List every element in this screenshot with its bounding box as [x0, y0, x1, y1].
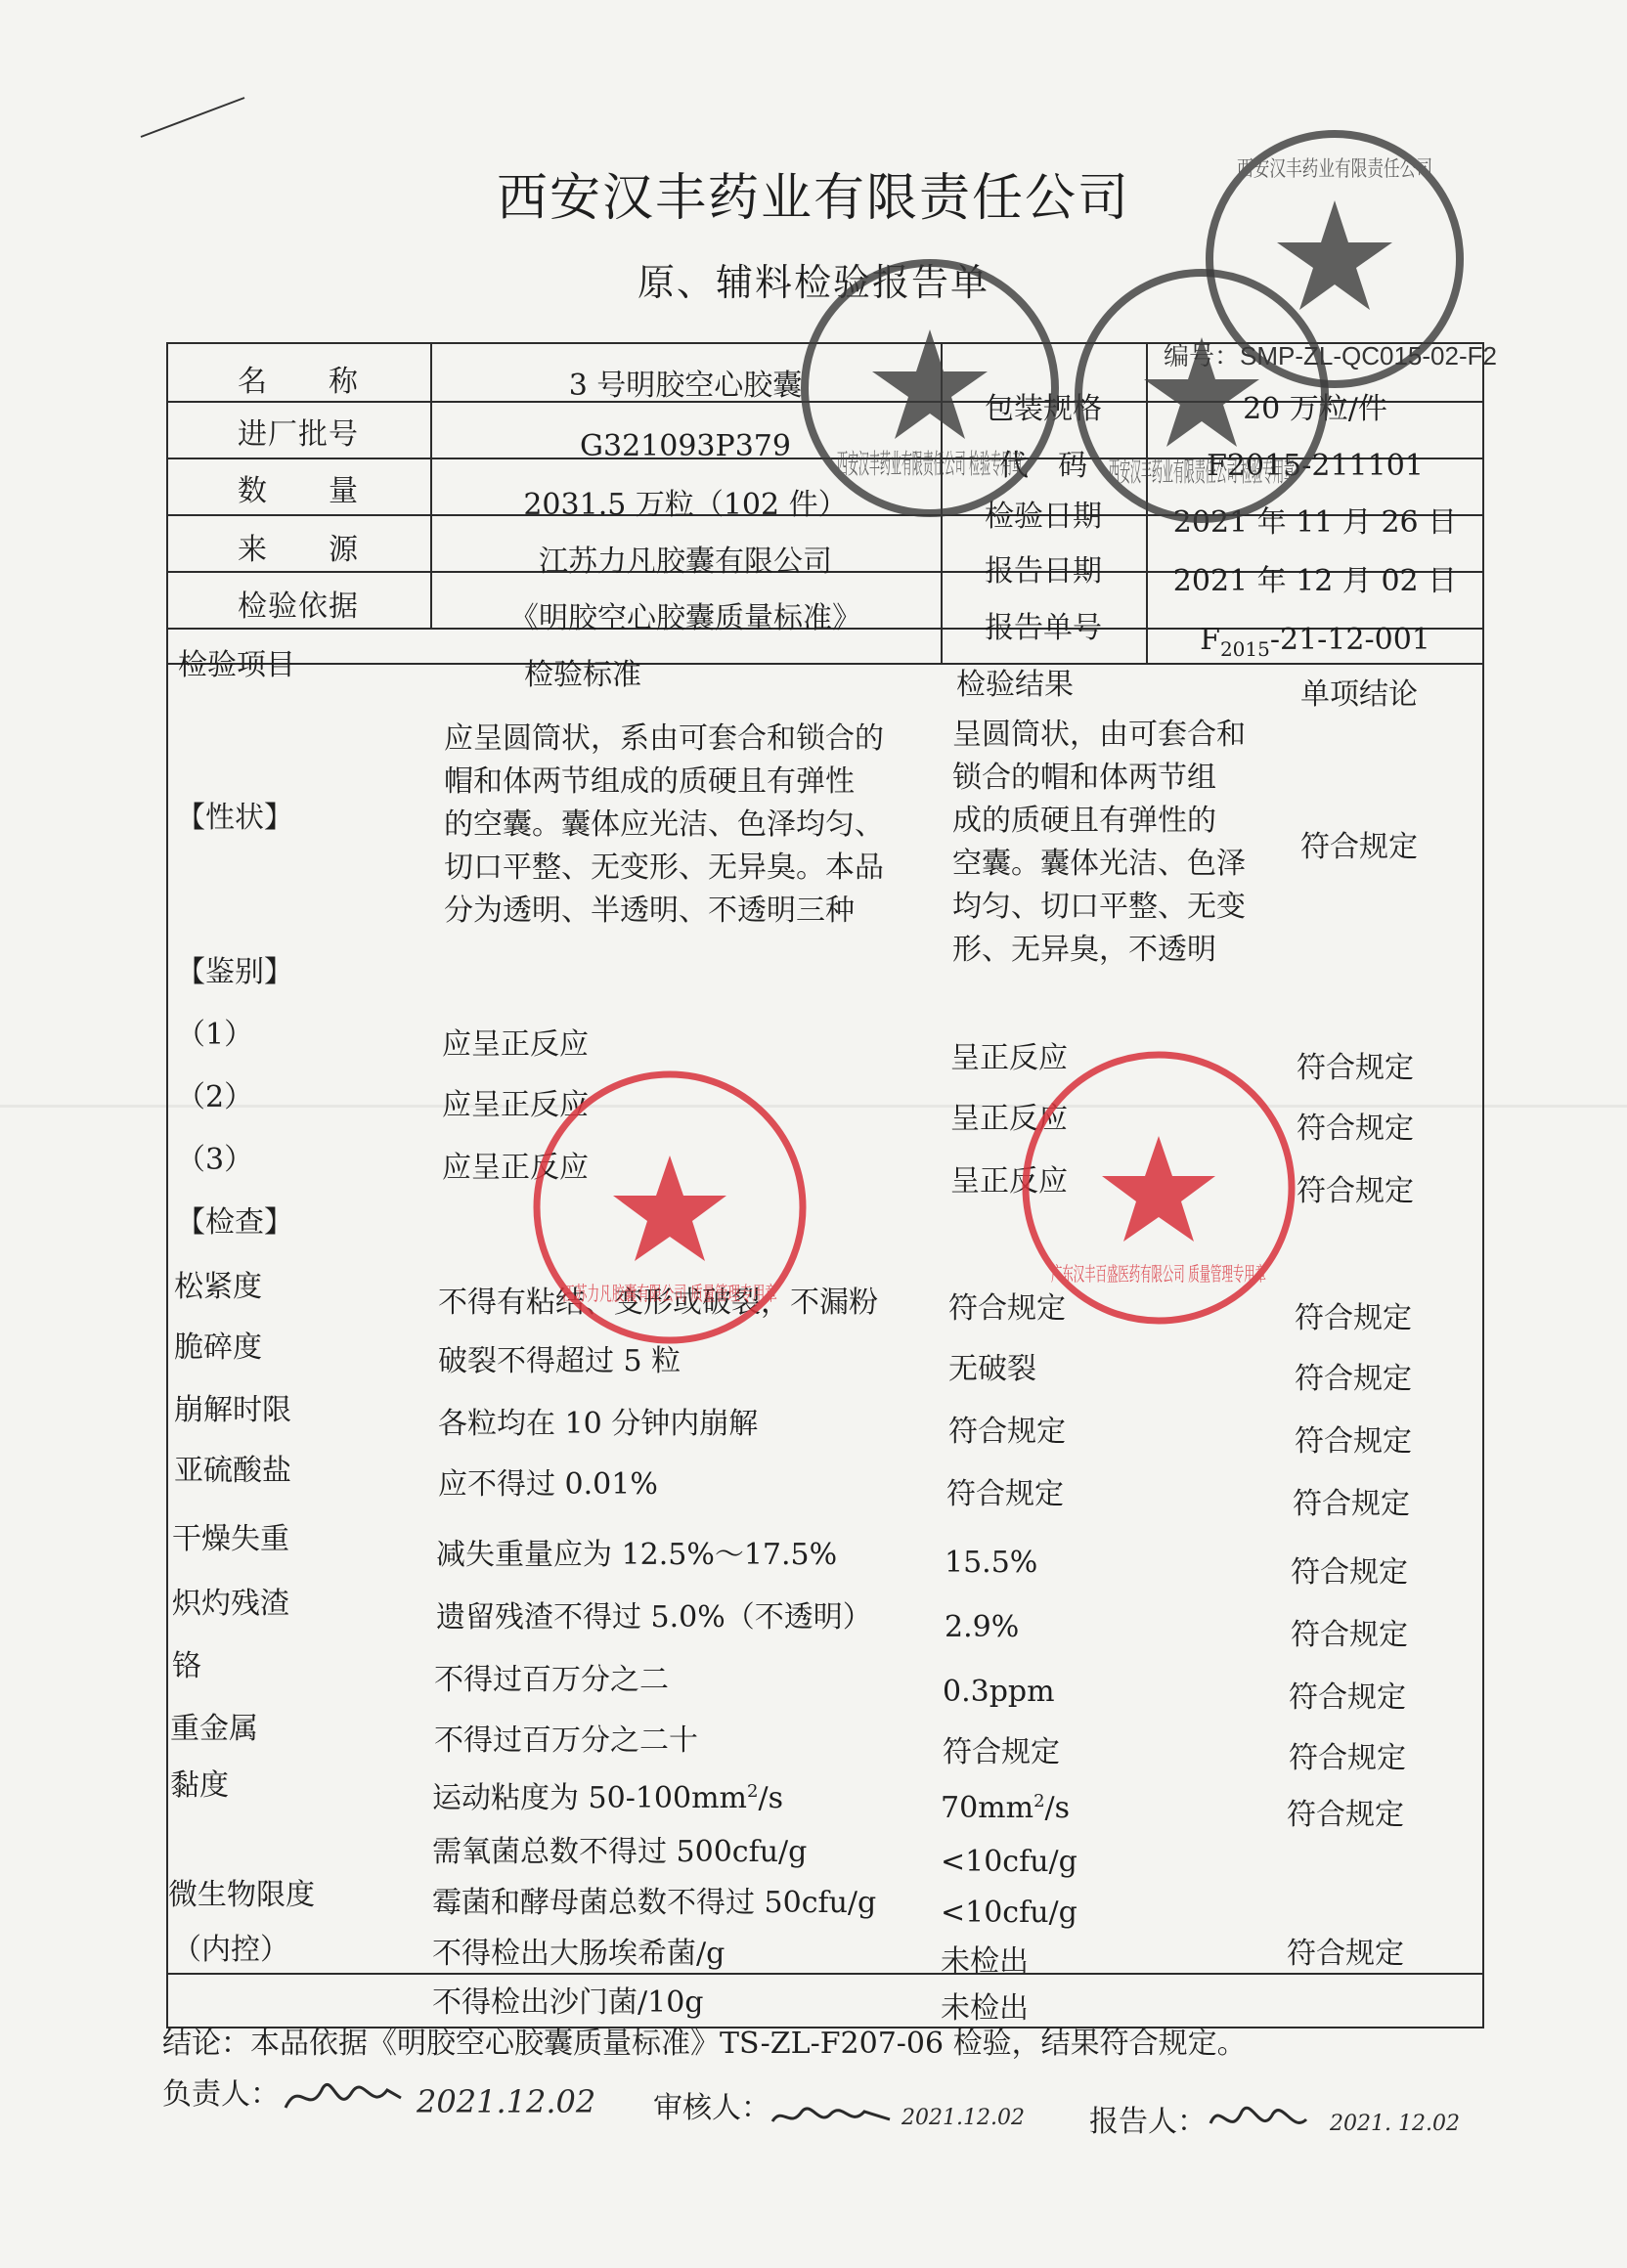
batch-value: G321093P379	[580, 429, 791, 463]
code-label: 代 码	[999, 449, 1087, 483]
code-value: F2015-211101	[1207, 449, 1424, 483]
microbial-result-3: 未检出	[941, 1944, 1029, 1979]
appearance-label: 【性状】	[176, 801, 293, 835]
seal-1-text: 西安汉丰药业有限责任公司 检验专用章	[837, 448, 1023, 480]
col-header-conclusion: 单项结论	[1300, 677, 1418, 712]
col-header-standard: 检验标准	[524, 658, 641, 692]
disintegration-label: 崩解时限	[174, 1393, 291, 1427]
sulfite-standard: 应不得过 0.01%	[438, 1467, 658, 1502]
drying-loss-conclusion: 符合规定	[1291, 1555, 1408, 1590]
reviewer-date: 2021.12.02	[901, 2106, 1025, 2130]
supplier-seal-red	[528, 1066, 812, 1349]
report-no-suffix: -21-12-001	[1269, 623, 1430, 657]
report-date-label: 报告日期	[985, 554, 1102, 589]
report-date-value: 2021 年 12 月 02 日	[1172, 564, 1458, 598]
basis-label: 检验依据	[238, 589, 359, 624]
viscosity-standard-text: 运动粘度为 50-100mm	[432, 1781, 748, 1815]
source-label: 来 源	[238, 533, 359, 567]
disintegration-result: 符合规定	[948, 1415, 1066, 1449]
pen-stroke-mark	[137, 88, 254, 147]
disintegration-standard: 各粒均在 10 分钟内崩解	[438, 1407, 759, 1441]
id-1-result: 呈正反应	[950, 1041, 1068, 1075]
pack-value: 20 万粒/件	[1243, 392, 1387, 426]
viscosity-result-unit: /s	[1044, 1791, 1071, 1825]
row-divider	[166, 663, 1484, 665]
heavy-metal-label: 重金属	[170, 1712, 258, 1746]
report-no-label: 报告单号	[985, 611, 1102, 645]
reporter-date: 2021. 12.02	[1330, 2112, 1460, 2136]
chromium-conclusion: 符合规定	[1289, 1680, 1406, 1715]
heavy-metal-conclusion: 符合规定	[1289, 1741, 1406, 1775]
viscosity-result-text: 70mm	[941, 1791, 1034, 1825]
viscosity-standard	[432, 1783, 783, 1813]
heavy-metal-result: 符合规定	[943, 1735, 1060, 1769]
tightness-label: 松紧度	[174, 1270, 262, 1304]
brittleness-label: 脆碎度	[174, 1330, 262, 1365]
viscosity-conclusion: 符合规定	[1287, 1798, 1404, 1832]
basis-value: 《明胶空心胶囊质量标准》	[509, 601, 861, 635]
quality-seal-text: 广东汉丰百盛医药有限公司 质量管理专用章	[1051, 1262, 1266, 1286]
report-no-subscript: 2015	[1219, 637, 1270, 661]
id-3-conclusion: 符合规定	[1297, 1174, 1414, 1208]
drying-loss-standard: 减失重量应为 12.5%～17.5%	[436, 1538, 838, 1572]
seal-3-text: 西安汉丰药业有限责任公司	[1237, 157, 1432, 182]
final-conclusion: 结论：本品依据《明胶空心胶囊质量标准》TS-ZL-F207-06 检验，结果符合规定。	[162, 2027, 1247, 2061]
company-title: 西安汉丰药业有限责任公司	[496, 169, 1130, 228]
tightness-conclusion: 符合规定	[1295, 1301, 1412, 1335]
chromium-standard: 不得过百万分之二	[434, 1663, 669, 1697]
viscosity-result-exponent: 2	[1033, 1791, 1045, 1811]
id-2-label: （2）	[176, 1080, 254, 1114]
report-no-value	[1146, 623, 1484, 661]
inspection-seal-gray-1	[798, 256, 1062, 520]
id-2-conclusion: 符合规定	[1297, 1112, 1414, 1146]
brittleness-conclusion: 符合规定	[1295, 1362, 1412, 1396]
microbial-label-1: 微生物限度	[168, 1878, 315, 1912]
ignition-residue-result: 2.9%	[945, 1610, 1020, 1644]
document-number: 编号：SMP-ZL-QC015-02-F2	[1164, 341, 1497, 371]
appearance-standard: 应呈圆筒状，系由可套合和锁合的 帽和体两节组成的质硬且有弹性 的空囊。囊体应光洁、色泽均匀、 切口平整、无变形、无异臭。本品 分为透明、半透明、不透明三种	[444, 721, 884, 928]
appearance-result: 呈圆筒状，由可套合和 锁合的帽和体两节组 成的质硬且有弹性的 空囊。囊体光洁、色泽 均匀、切口平整、无变 形、无异臭，不透明	[952, 718, 1246, 967]
tightness-standard: 不得有粘结、变形或破裂，不漏粉	[438, 1286, 878, 1320]
responsible-date: 2021.12.02	[417, 2083, 596, 2120]
viscosity-standard-unit: /s	[758, 1781, 783, 1815]
drying-loss-label: 干燥失重	[172, 1522, 289, 1556]
col-header-item: 检验项目	[178, 648, 295, 682]
microbial-standard-1: 需氧菌总数不得过 500cfu/g	[432, 1835, 808, 1869]
quality-seal-red	[1017, 1046, 1300, 1330]
microbial-result-2: <10cfu/g	[941, 1896, 1077, 1930]
ignition-residue-label: 炽灼残渣	[172, 1587, 289, 1621]
reporter-label: 报告人：	[1089, 2105, 1207, 2139]
col-header-result: 检验结果	[956, 668, 1074, 702]
chromium-result: 0.3ppm	[943, 1675, 1055, 1709]
ignition-residue-conclusion: 符合规定	[1291, 1618, 1408, 1652]
sulfite-conclusion: 符合规定	[1293, 1487, 1410, 1521]
reviewer-label: 审核人：	[653, 2091, 770, 2125]
sulfite-result: 符合规定	[946, 1477, 1064, 1511]
brittleness-result: 无破裂	[948, 1352, 1036, 1386]
batch-label: 进厂批号	[238, 417, 359, 452]
responsible-signature	[280, 2069, 407, 2127]
viscosity-label: 黏度	[170, 1768, 229, 1803]
microbial-result-1: <10cfu/g	[941, 1845, 1077, 1879]
viscosity-standard-exponent: 2	[747, 1781, 759, 1802]
reporter-signature	[1205, 2094, 1312, 2153]
heavy-metal-standard: 不得过百万分之二十	[434, 1723, 698, 1758]
brittleness-standard: 破裂不得超过 5 粒	[438, 1344, 682, 1378]
microbial-standard-2: 霉菌和酵母菌总数不得过 50cfu/g	[432, 1886, 877, 1920]
id-3-standard: 应呈正反应	[442, 1151, 589, 1185]
responsible-label: 负责人：	[162, 2077, 280, 2112]
id-1-standard: 应呈正反应	[442, 1027, 589, 1062]
microbial-standard-3: 不得检出大肠埃希菌/g	[432, 1937, 726, 1971]
source-value: 江苏力凡胶囊有限公司	[539, 545, 832, 579]
name-label: 名 称	[238, 365, 359, 399]
inspect-date-label: 检验日期	[985, 500, 1102, 534]
id-2-result: 呈正反应	[950, 1102, 1068, 1136]
company-seal-gray-3	[1203, 127, 1467, 391]
report-no-prefix: F	[1200, 623, 1220, 657]
id-1-conclusion: 符合规定	[1297, 1051, 1414, 1085]
microbial-result-4: 未检出	[941, 1991, 1029, 2026]
chromium-label: 铬	[172, 1649, 201, 1683]
pack-label: 包装规格	[985, 392, 1102, 426]
report-title: 原、辅料检验报告单	[637, 261, 989, 304]
identification-label: 【鉴别】	[176, 955, 293, 989]
row-divider	[166, 1973, 1484, 1975]
seal-2-text: 西安汉丰药业有限责任公司 检验专用章	[1109, 456, 1295, 488]
ignition-residue-standard: 遗留残渣不得过 5.0%（不透明）	[436, 1600, 872, 1635]
microbial-conclusion: 符合规定	[1287, 1937, 1404, 1971]
tightness-result: 符合规定	[948, 1291, 1066, 1326]
reviewer-signature	[769, 2098, 896, 2137]
name-value: 3 号明胶空心胶囊	[568, 369, 803, 403]
supplier-seal-text: 江苏力凡胶囊有限公司 质量管理专用章	[562, 1282, 777, 1305]
microbial-label-2: （内控）	[172, 1933, 289, 1967]
id-1-label: （1）	[176, 1018, 254, 1052]
quantity-label: 数 量	[238, 474, 359, 508]
checks-label: 【检查】	[176, 1205, 293, 1240]
appearance-conclusion: 符合规定	[1300, 830, 1418, 864]
drying-loss-result: 15.5%	[945, 1546, 1038, 1580]
microbial-standard-4: 不得检出沙门菌/10g	[432, 1985, 704, 2020]
inspect-date-value: 2021 年 11 月 26 日	[1172, 505, 1458, 540]
id-3-label: （3）	[176, 1143, 254, 1177]
sulfite-label: 亚硫酸盐	[174, 1454, 291, 1488]
disintegration-conclusion: 符合规定	[1295, 1424, 1412, 1459]
quantity-value: 2031.5 万粒（102 件）	[523, 488, 848, 522]
id-2-standard: 应呈正反应	[442, 1088, 589, 1122]
id-3-result: 呈正反应	[950, 1164, 1068, 1199]
viscosity-result	[941, 1793, 1070, 1823]
